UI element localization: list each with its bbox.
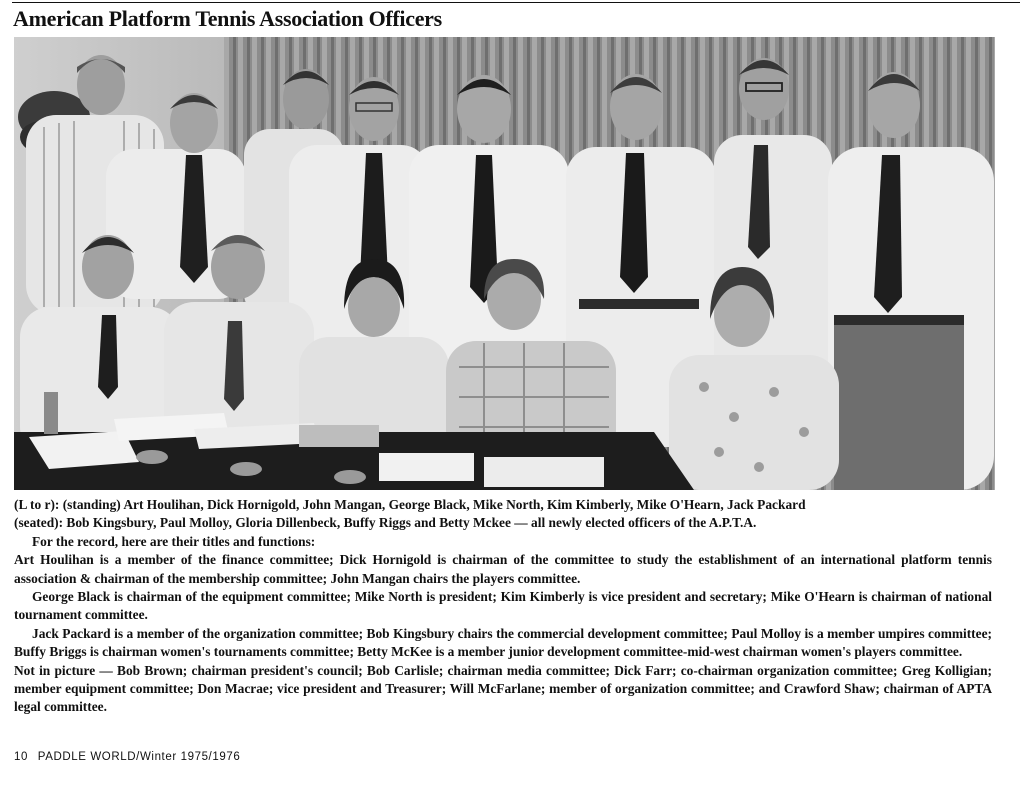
publication-line: PADDLE WORLD/Winter 1975/1976 — [37, 751, 241, 763]
page-number: 10 — [14, 751, 28, 763]
group-photo — [14, 37, 995, 490]
caption-paragraph-4: Not in picture — Bob Brown; chairman president's council; Bob Carlisle; chairman media committee; Dick Farr; co-chairman organization committee; Greg Kolligian; member equipment committee; Don Macrae; vice president and Treasurer; Will McFarlane; member of organization committee; and Crawford Shaw; chairman of APTA legal committee. — [14, 662, 992, 715]
photo-caption — [14, 496, 992, 717]
caption-paragraph-2: George Black is chairman of the equipment committee; Mike North is president; Kim Kimberly is vice president and secretary; Mike O'Hearn is chairman of national tournament committee. — [14, 589, 992, 623]
caption-paragraph-3: Jack Packard is a member of the organization committee; Bob Kingsbury chairs the commercial development committee; Paul Molloy is a member umpires committee; Buffy Briggs is chairman women's tournaments committee; Betty McKee is a member junior development committee-mid-west chairman women's players committee. — [14, 625, 992, 660]
caption-seated: (seated): Bob Kingsbury, Paul Molloy, Gloria Dillenbeck, Buffy Riggs and Betty Mckee — all newly elected officers of the A.P.T.A. — [14, 515, 757, 531]
caption-standing: (L to r): (standing) Art Houlihan, Dick Hornigold, John Mangan, George Black, Mike North, Kim Kimberly, Mike O'Hearn, Jack Packard — [14, 497, 806, 512]
article-title: American Platform Tennis Association Officers — [13, 6, 442, 31]
top-rule — [12, 2, 1020, 3]
record-intro: For the record, here are their titles and functions: — [32, 533, 316, 549]
caption-paragraph-1: Art Houlihan is a member of the finance committee; Dick Hornigold is chairman of the committee to study the establishment of an international platform tennis association & chairman of the membership committee; John Mangan chairs the players committee. — [14, 552, 992, 586]
page-footer — [14, 751, 240, 763]
